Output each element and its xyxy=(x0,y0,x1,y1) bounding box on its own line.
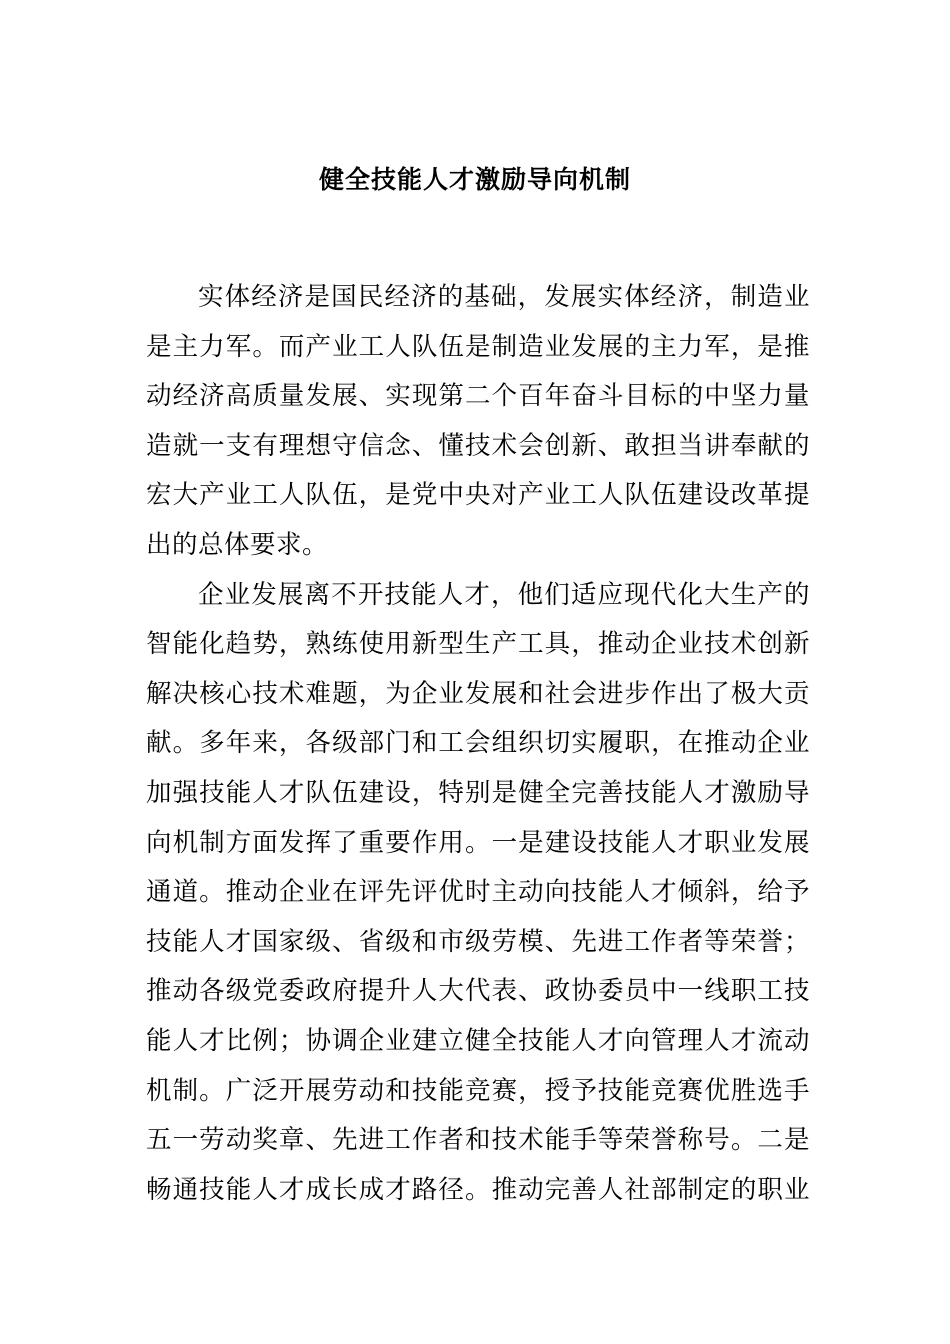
text-line: 造就一支有理想守信念、懂技术会创新、敢担当讲奉献的 xyxy=(146,430,810,461)
text-line: 献。多年来，各级部门和工会组织切实履职，在推动企业 xyxy=(146,728,810,759)
document-title: 健全技能人才激励导向机制 xyxy=(318,165,631,194)
text-line: 能人才比例；协调企业建立健全技能人才向管理人才流动 xyxy=(146,1025,810,1056)
text-line: 机制。广泛开展劳动和技能竞赛，授予技能竞赛优胜选手 xyxy=(146,1075,810,1106)
text-line: 解决核心技术难题，为企业发展和社会进步作出了极大贡 xyxy=(146,678,810,709)
text-line: 实体经济是国民经济的基础，发展实体经济，制造业 xyxy=(198,282,810,312)
text-line: 是主力军。而产业工人队伍是制造业发展的主力军，是推 xyxy=(146,331,810,362)
text-line: 技能人才国家级、省级和市级劳模、先进工作者等荣誉； xyxy=(146,926,810,957)
text-line: 向机制方面发挥了重要作用。一是建设技能人才职业发展 xyxy=(146,827,810,858)
text-line: 智能化趋势，熟练使用新型生产工具，推动企业技术创新 xyxy=(146,629,810,660)
text-line: 推动各级党委政府提升人大代表、政协委员中一线职工技 xyxy=(146,976,810,1007)
document-body xyxy=(146,273,810,1215)
text-line: 企业发展离不开技能人才，他们适应现代化大生产的 xyxy=(198,579,810,610)
paragraph xyxy=(146,571,810,1216)
text-line: 畅通技能人才成长成才路径。推动完善人社部制定的职业 xyxy=(146,1174,810,1205)
paragraph xyxy=(146,273,810,571)
text-line: 出的总体要求。 xyxy=(146,529,329,560)
text-line: 通道。推动企业在评先评优时主动向技能人才倾斜，给予 xyxy=(146,877,810,908)
text-line: 宏大产业工人队伍，是党中央对产业工人队伍建设改革提 xyxy=(146,480,810,511)
text-line: 动经济高质量发展、实现第二个百年奋斗目标的中坚力量 xyxy=(146,381,810,412)
text-line: 加强技能人才队伍建设，特别是健全完善技能人才激励导 xyxy=(146,777,810,808)
text-line: 五一劳动奖章、先进工作者和技术能手等荣誉称号。二是 xyxy=(146,1125,810,1156)
